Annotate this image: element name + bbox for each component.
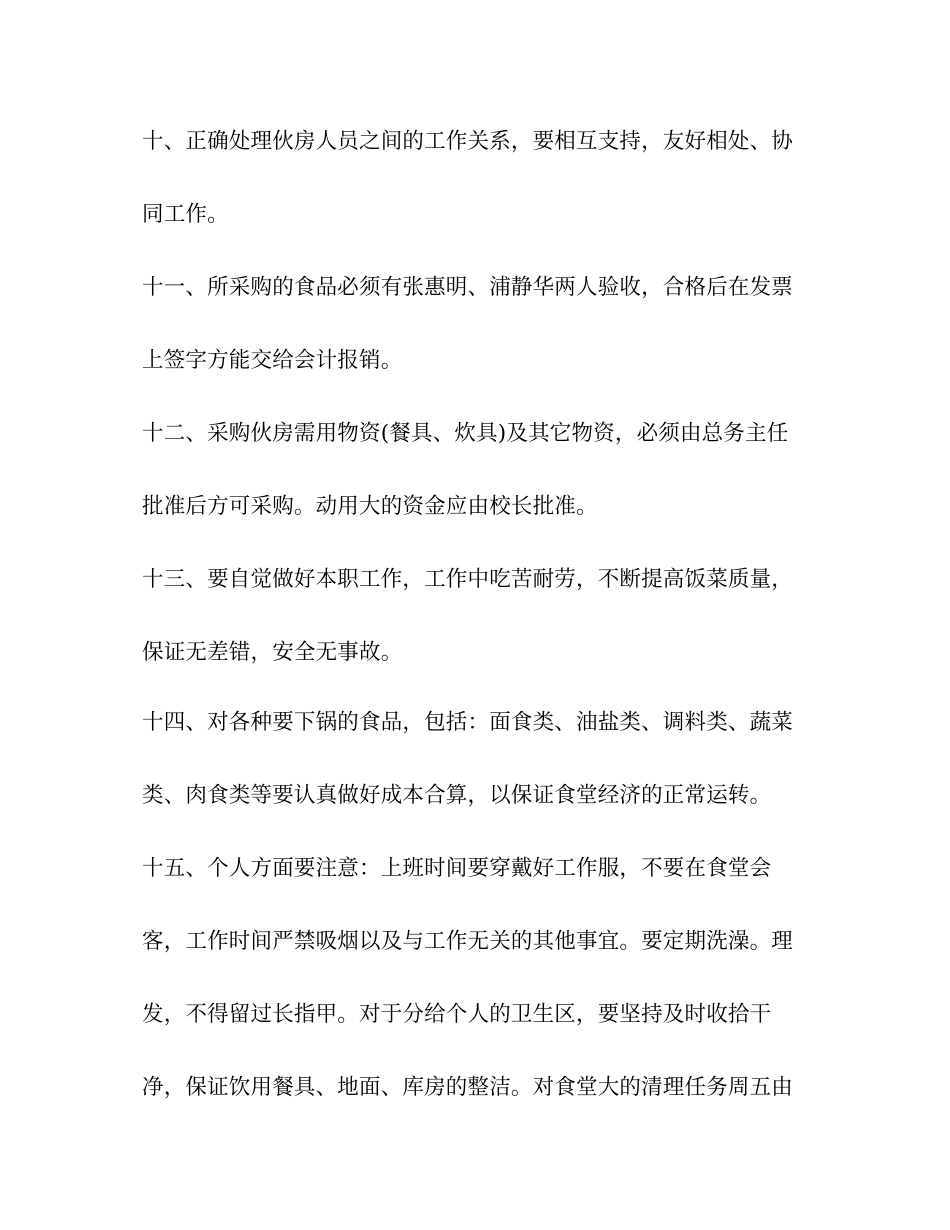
rule-14-line-1: 十四、对各种要下锅的食品，包括：面食类、油盐类、调料类、蔬菜 xyxy=(142,710,794,735)
rule-13-line-2: 保证无差错，安全无事故。 xyxy=(142,640,403,665)
rule-13-line-1: 十三、要自觉做好本职工作，工作中吃苦耐劳，不断提高饭菜质量， xyxy=(142,567,794,592)
rule-11-line-1: 十一、所采购的食品必须有张惠明、浦静华两人验收，合格后在发票 xyxy=(142,275,794,300)
rule-15-line-1: 十五、个人方面要注意：上班时间要穿戴好工作服，不要在食堂会 xyxy=(142,856,772,881)
rule-15-line-4: 净，保证饮用餐具、地面、库房的整洁。对食堂大的清理任务周五由 xyxy=(142,1075,794,1100)
rule-10-line-2: 同工作。 xyxy=(142,202,229,227)
rule-12-line-1: 十二、采购伙房需用物资(餐具、炊具)及其它物资，必须由总务主任 xyxy=(142,421,789,446)
rule-11-line-2: 上签字方能交给会计报销。 xyxy=(142,348,403,373)
rule-10-line-1: 十、正确处理伙房人员之间的工作关系，要相互支持，友好相处、协 xyxy=(142,129,794,154)
rule-15-line-3: 发，不得留过长指甲。对于分给个人的卫生区，要坚持及时收拾干 xyxy=(142,1002,772,1027)
rule-14-line-2: 类、肉食类等要认真做好成本合算，以保证食堂经济的正常运转。 xyxy=(142,783,772,808)
rule-12-line-2: 批准后方可采购。动用大的资金应由校长批准。 xyxy=(142,494,598,519)
rule-15-line-2: 客，工作时间严禁吸烟以及与工作无关的其他事宜。要定期洗澡。理 xyxy=(142,929,794,954)
